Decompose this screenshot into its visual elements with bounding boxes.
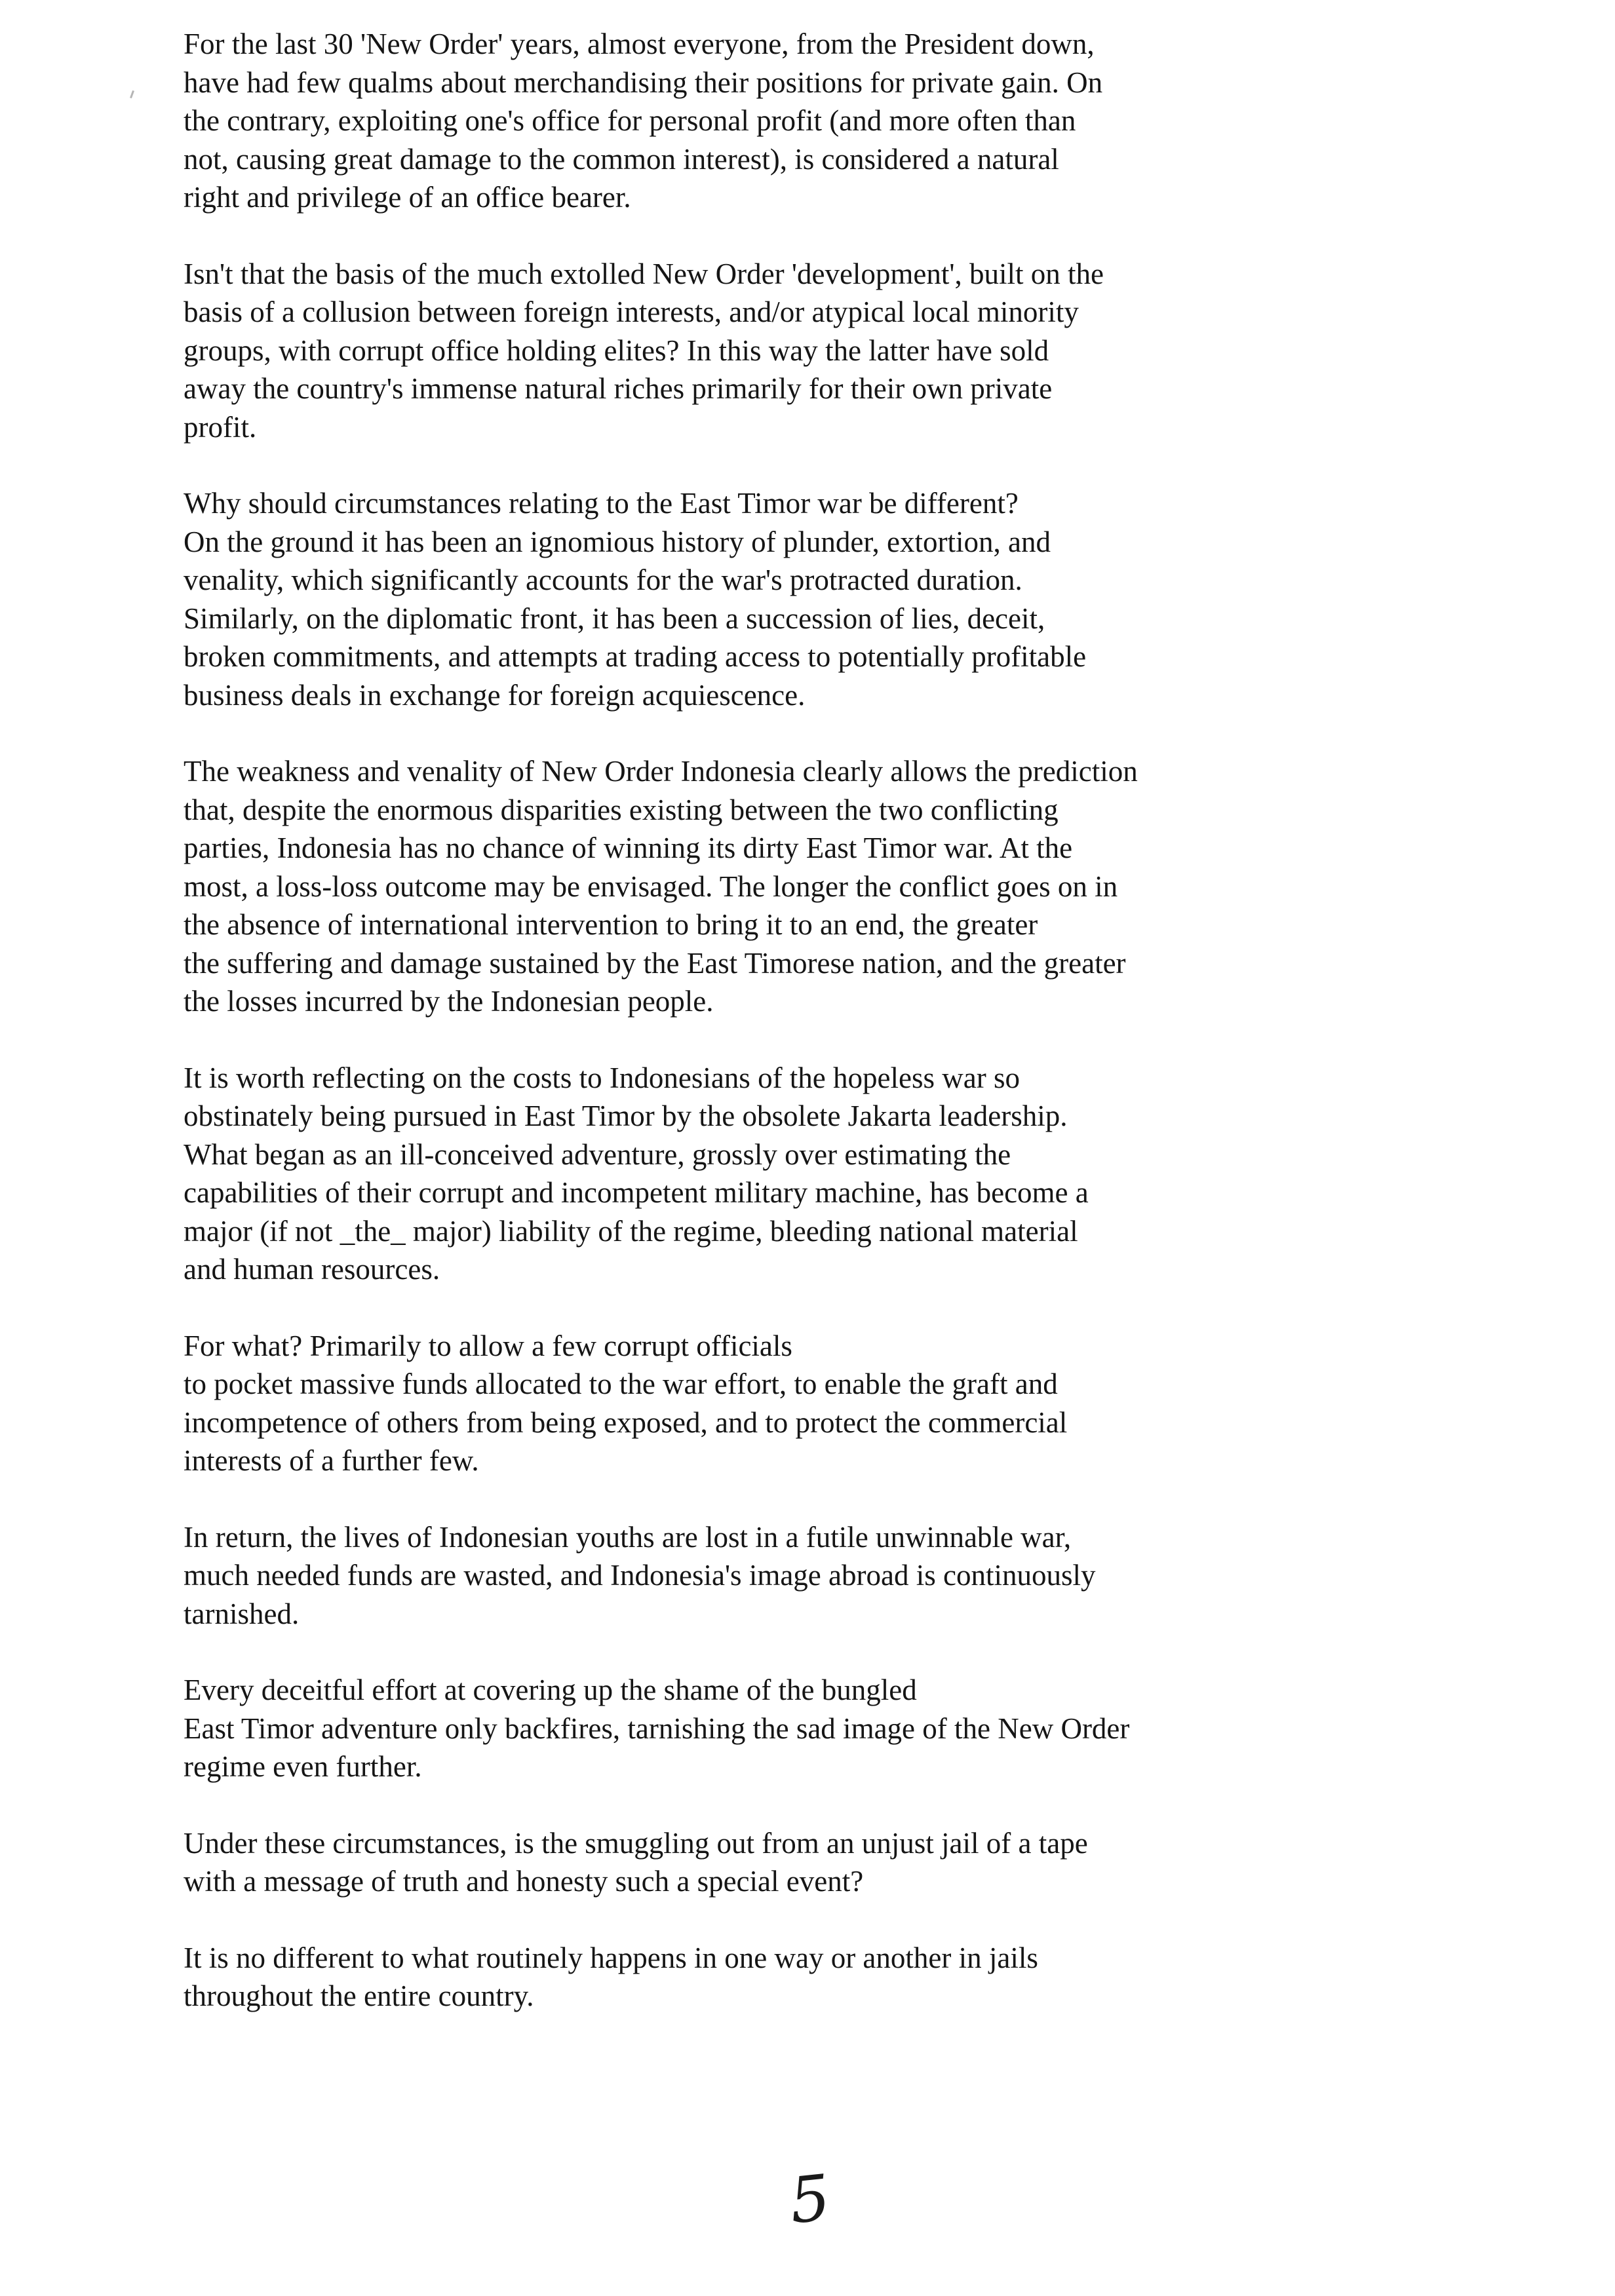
text-line: obstinately being pursued in East Timor by the obsolete Jakarta leadership. <box>184 1100 1068 1132</box>
paragraph-3 <box>184 484 1337 714</box>
text-line: the losses incurred by the Indonesian people. <box>184 985 714 1018</box>
text-line: capabilities of their corrupt and incompetent military machine, has become a <box>184 1176 1089 1209</box>
paragraph-10 <box>184 1939 1337 2016</box>
text-line: much needed funds are wasted, and Indonesia's image abroad is continuously <box>184 1559 1096 1592</box>
text-line: and human resources. <box>184 1253 440 1286</box>
text-line: On the ground it has been an ignomious history of plunder, extortion, and <box>184 525 1051 558</box>
text-line: For the last 30 'New Order' years, almost everyone, from the President down, <box>184 28 1095 60</box>
text-line: It is worth reflecting on the costs to Indonesians of the hopeless war so <box>184 1061 1020 1094</box>
text-line: right and privilege of an office bearer. <box>184 181 631 214</box>
text-line: Isn't that the basis of the much extolled New Order 'development', built on the <box>184 257 1104 290</box>
text-line: In return, the lives of Indonesian youths are lost in a futile unwinnable war, <box>184 1520 1072 1554</box>
text-line: basis of a collusion between foreign interests, and/or atypical local minority <box>184 296 1079 328</box>
text-line: most, a loss-loss outcome may be envisaged. The longer the conflict goes on in <box>184 870 1118 903</box>
paragraph-9 <box>184 1824 1337 1901</box>
text-line: venality, which significantly accounts for the war's protracted duration. <box>184 564 1022 596</box>
text-line: For what? Primarily to allow a few corrupt officials <box>184 1329 792 1362</box>
text-line: business deals in exchange for foreign acquiescence. <box>184 678 806 712</box>
text-line: It is no different to what routinely happens in one way or another in jails <box>184 1941 1038 1974</box>
text-line: throughout the entire country. <box>184 1980 534 2012</box>
text-line: What began as an ill-conceived adventure, grossly over estimating the <box>184 1138 1011 1171</box>
text-line: regime even further. <box>184 1750 422 1783</box>
paragraph-5 <box>184 1059 1337 1289</box>
text-line: Why should circumstances relating to the East Timor war be different? <box>184 487 1019 520</box>
text-line: Every deceitful effort at covering up the shame of the bungled <box>184 1674 917 1706</box>
paragraph-4 <box>184 752 1337 1021</box>
body-text <box>184 25 1337 2054</box>
text-line: the suffering and damage sustained by the East Timorese nation, and the greater <box>184 946 1126 980</box>
text-line: to pocket massive funds allocated to the war effort, to enable the graft and <box>184 1368 1058 1400</box>
text-line: groups, with corrupt office holding elites? In this way the latter have sold <box>184 334 1049 367</box>
text-line: major (if not _the_ major) liability of the regime, bleeding national material <box>184 1214 1078 1248</box>
text-line: that, despite the enormous disparities existing between the two conflicting <box>184 793 1059 826</box>
text-line: Similarly, on the diplomatic front, it has been a succession of lies, deceit, <box>184 602 1045 635</box>
text-line: have had few qualms about merchandising their positions for private gain. On <box>184 66 1103 99</box>
paragraph-8 <box>184 1671 1337 1786</box>
paragraph-6 <box>184 1327 1337 1480</box>
text-line: broken commitments, and attempts at trading access to potentially profitable <box>184 640 1087 673</box>
text-line: the absence of international intervention to bring it to an end, the greater <box>184 908 1038 941</box>
text-line: profit. <box>184 410 257 444</box>
text-line: away the country's immense natural riches primarily for their own private <box>184 372 1053 405</box>
text-line: not, causing great damage to the common interest), is considered a natural <box>184 142 1059 176</box>
stray-mark <box>130 90 134 98</box>
text-line: the contrary, exploiting one's office for personal profit (and more often than <box>184 104 1076 137</box>
page-number: 5 <box>786 2160 834 2238</box>
text-line: Under these circumstances, is the smuggling out from an unjust jail of a tape <box>184 1826 1088 1860</box>
text-line: The weakness and venality of New Order Indonesia clearly allows the prediction <box>184 755 1138 788</box>
paragraph-7 <box>184 1518 1337 1634</box>
text-line: East Timor adventure only backfires, tarnishing the sad image of the New Order <box>184 1712 1130 1745</box>
text-line: tarnished. <box>184 1597 300 1630</box>
text-line: interests of a further few. <box>184 1444 479 1477</box>
paragraph-1 <box>184 25 1337 217</box>
text-line: incompetence of others from being exposed, and to protect the commercial <box>184 1406 1068 1439</box>
text-line: with a message of truth and honesty such a special event? <box>184 1865 864 1898</box>
text-line: parties, Indonesia has no chance of winning its dirty East Timor war. At the <box>184 832 1073 864</box>
paragraph-2 <box>184 255 1337 447</box>
